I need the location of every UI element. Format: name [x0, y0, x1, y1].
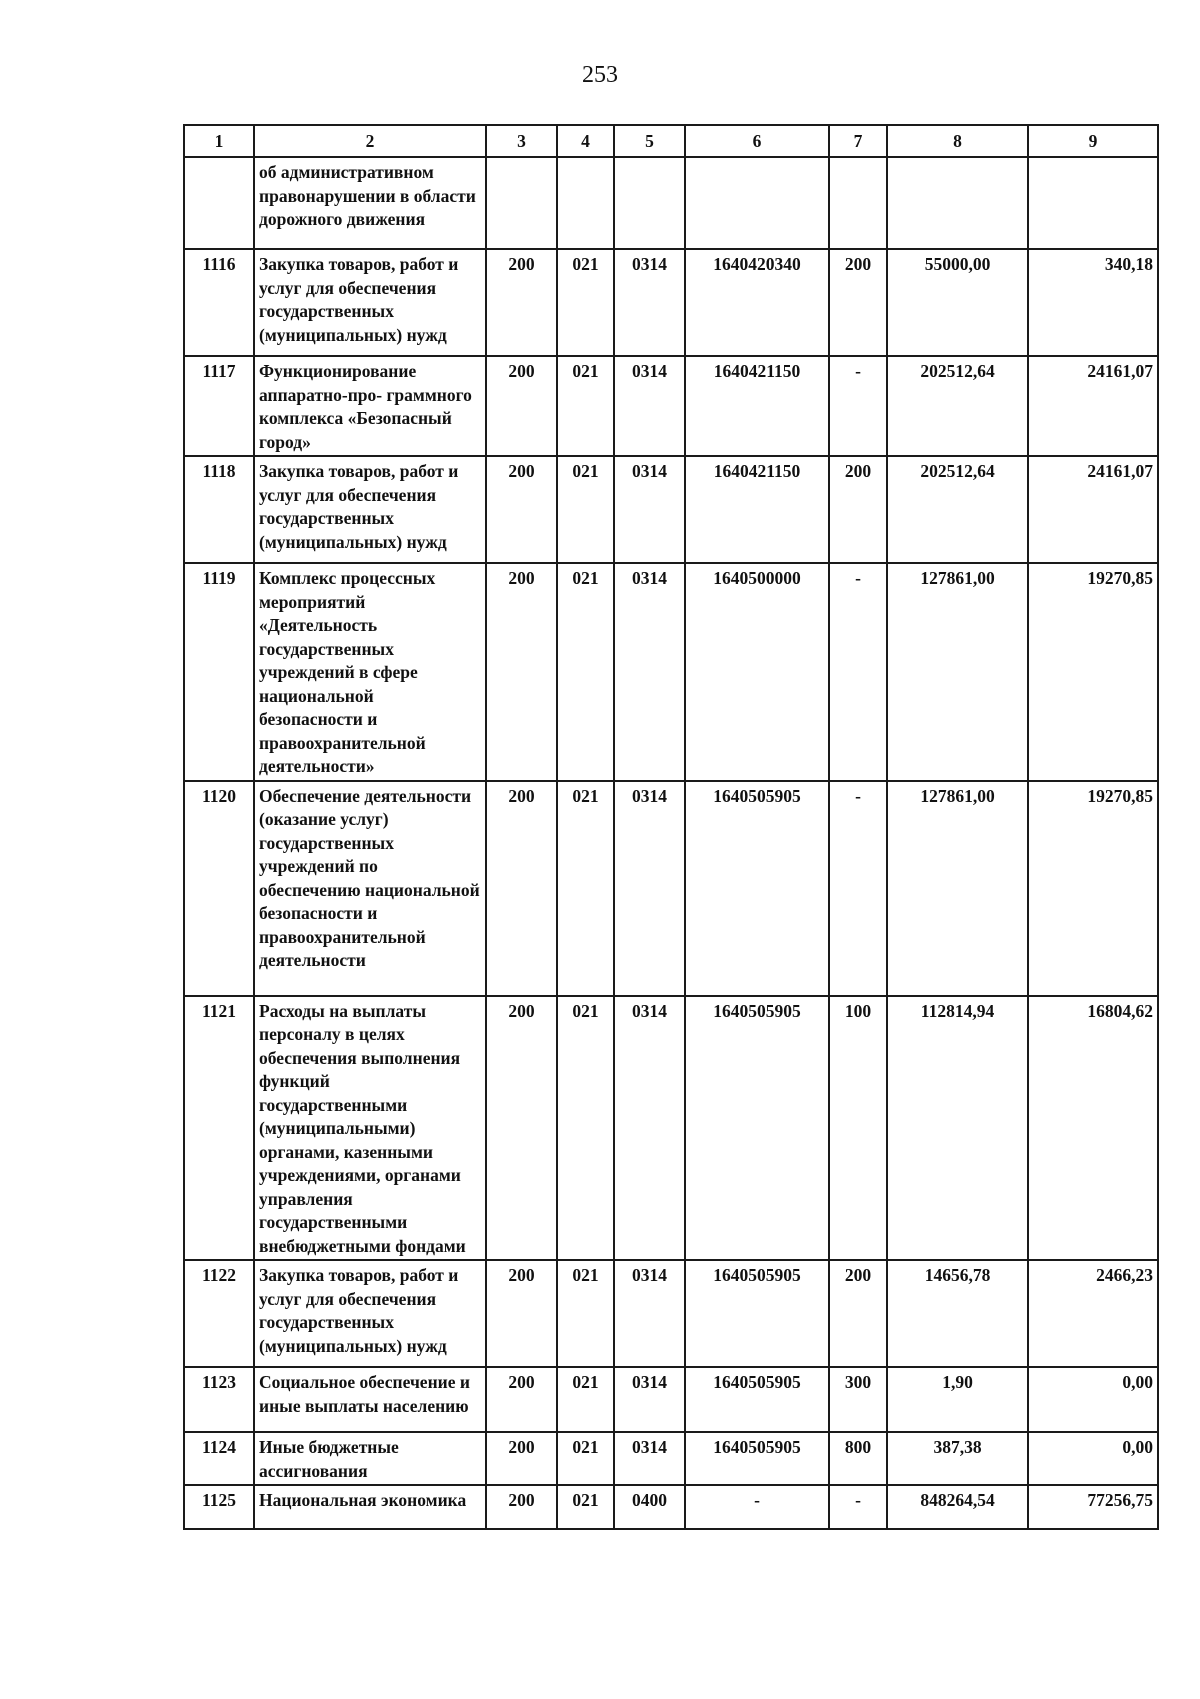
table-header	[184, 125, 1158, 157]
col-6-cell: 1640505905	[685, 1432, 829, 1485]
col-3-cell: 200	[486, 356, 557, 456]
header-col-2: 2	[254, 125, 486, 157]
col-4-cell: 021	[557, 781, 614, 996]
col-8-cell: 848264,54	[887, 1485, 1028, 1529]
col-4-cell: 021	[557, 456, 614, 563]
col-4-cell: 021	[557, 1260, 614, 1367]
col-5-cell	[614, 157, 685, 249]
col-6-cell: 1640505905	[685, 1367, 829, 1432]
table-row	[184, 781, 1158, 996]
item-name-cell: Социальное обеспечение и иные выплаты населению	[254, 1367, 486, 1432]
col-8-cell: 127861,00	[887, 563, 1028, 781]
table-row	[184, 157, 1158, 249]
col-5-cell: 0314	[614, 456, 685, 563]
col-7-cell	[829, 157, 887, 249]
row-number-cell: 1125	[184, 1485, 254, 1529]
col-6-cell: 1640505905	[685, 996, 829, 1261]
header-col-6: 6	[685, 125, 829, 157]
table-row	[184, 1432, 1158, 1485]
col-8-cell: 202512,64	[887, 356, 1028, 456]
col-3-cell: 200	[486, 1432, 557, 1485]
col-4-cell: 021	[557, 1432, 614, 1485]
col-9-cell: 340,18	[1028, 249, 1158, 356]
row-number-cell: 1121	[184, 996, 254, 1261]
item-name-cell: Национальная экономика	[254, 1485, 486, 1529]
header-col-8: 8	[887, 125, 1028, 157]
col-7-cell: -	[829, 1485, 887, 1529]
col-9-cell: 24161,07	[1028, 356, 1158, 456]
table-row	[184, 456, 1158, 563]
col-3-cell: 200	[486, 1260, 557, 1367]
row-number-cell: 1120	[184, 781, 254, 996]
header-col-1: 1	[184, 125, 254, 157]
table-row	[184, 1367, 1158, 1432]
col-8-cell: 112814,94	[887, 996, 1028, 1261]
col-4-cell: 021	[557, 1367, 614, 1432]
col-3-cell: 200	[486, 996, 557, 1261]
header-col-9: 9	[1028, 125, 1158, 157]
col-7-cell: 200	[829, 456, 887, 563]
col-5-cell: 0314	[614, 356, 685, 456]
col-8-cell: 55000,00	[887, 249, 1028, 356]
row-number-cell: 1117	[184, 356, 254, 456]
col-6-cell: -	[685, 1485, 829, 1529]
item-name-cell: Закупка товаров, работ и услуг для обеспечения государственных (муниципальных) нужд	[254, 456, 486, 563]
col-3-cell: 200	[486, 249, 557, 356]
col-5-cell: 0314	[614, 1367, 685, 1432]
col-3-cell	[486, 157, 557, 249]
col-9-cell: 0,00	[1028, 1432, 1158, 1485]
col-6-cell: 1640505905	[685, 1260, 829, 1367]
col-7-cell: 800	[829, 1432, 887, 1485]
col-7-cell: 100	[829, 996, 887, 1261]
table-row	[184, 356, 1158, 456]
col-5-cell: 0314	[614, 996, 685, 1261]
col-9-cell	[1028, 157, 1158, 249]
col-4-cell	[557, 157, 614, 249]
col-3-cell: 200	[486, 1367, 557, 1432]
col-8-cell: 1,90	[887, 1367, 1028, 1432]
col-7-cell: -	[829, 356, 887, 456]
item-name-cell: Иные бюджетные ассигнования	[254, 1432, 486, 1485]
item-name-cell: об административном правонарушении в области дорожного движения	[254, 157, 486, 249]
col-4-cell: 021	[557, 1485, 614, 1529]
header-col-7: 7	[829, 125, 887, 157]
col-8-cell: 202512,64	[887, 456, 1028, 563]
item-name-cell: Закупка товаров, работ и услуг для обеспечения государственных (муниципальных) нужд	[254, 249, 486, 356]
header-col-5: 5	[614, 125, 685, 157]
item-name-cell: Обеспечение деятельности (оказание услуг) государственных учреждений по обеспечению национальной безопасности и правоохранительной деятельности	[254, 781, 486, 996]
row-number-cell	[184, 157, 254, 249]
row-number-cell: 1123	[184, 1367, 254, 1432]
col-5-cell: 0314	[614, 781, 685, 996]
col-9-cell: 2466,23	[1028, 1260, 1158, 1367]
col-4-cell: 021	[557, 996, 614, 1261]
col-9-cell: 0,00	[1028, 1367, 1158, 1432]
col-7-cell: 300	[829, 1367, 887, 1432]
col-3-cell: 200	[486, 563, 557, 781]
col-3-cell: 200	[486, 1485, 557, 1529]
table-row	[184, 1485, 1158, 1529]
col-6-cell: 1640500000	[685, 563, 829, 781]
table-row	[184, 996, 1158, 1261]
col-5-cell: 0314	[614, 1260, 685, 1367]
col-6-cell: 1640505905	[685, 781, 829, 996]
col-9-cell: 24161,07	[1028, 456, 1158, 563]
item-name-cell: Закупка товаров, работ и услуг для обеспечения государственных (муниципальных) нужд	[254, 1260, 486, 1367]
col-5-cell: 0314	[614, 249, 685, 356]
col-9-cell: 19270,85	[1028, 563, 1158, 781]
row-number-cell: 1119	[184, 563, 254, 781]
col-5-cell: 0314	[614, 563, 685, 781]
table-row	[184, 249, 1158, 356]
page-number: 253	[582, 62, 618, 88]
col-3-cell: 200	[486, 456, 557, 563]
item-name-cell: Функционирование аппаратно-про- граммного комплекса «Безопасный город»	[254, 356, 486, 456]
col-6-cell: 1640420340	[685, 249, 829, 356]
col-9-cell: 16804,62	[1028, 996, 1158, 1261]
col-7-cell: 200	[829, 249, 887, 356]
row-number-cell: 1124	[184, 1432, 254, 1485]
col-5-cell: 0314	[614, 1432, 685, 1485]
col-8-cell: 14656,78	[887, 1260, 1028, 1367]
col-6-cell	[685, 157, 829, 249]
table-row	[184, 1260, 1158, 1367]
col-8-cell: 127861,00	[887, 781, 1028, 996]
item-name-cell: Расходы на выплаты персоналу в целях обеспечения выполнения функций государственными (муниципальными) органами, казенными учреждениями, органами управления государственными внебюджетными фондами	[254, 996, 486, 1261]
col-4-cell: 021	[557, 563, 614, 781]
col-4-cell: 021	[557, 356, 614, 456]
col-3-cell: 200	[486, 781, 557, 996]
row-number-cell: 1122	[184, 1260, 254, 1367]
header-row	[184, 125, 1158, 157]
item-name-cell: Комплекс процессных мероприятий «Деятельность государственных учреждений в сфере национальной безопасности и правоохранительной деятельности»	[254, 563, 486, 781]
row-number-cell: 1118	[184, 456, 254, 563]
col-8-cell	[887, 157, 1028, 249]
col-9-cell: 77256,75	[1028, 1485, 1158, 1529]
header-col-4: 4	[557, 125, 614, 157]
table-row	[184, 563, 1158, 781]
header-col-3: 3	[486, 125, 557, 157]
col-7-cell: -	[829, 563, 887, 781]
col-7-cell: 200	[829, 1260, 887, 1367]
row-number-cell: 1116	[184, 249, 254, 356]
budget-table	[183, 124, 1159, 1530]
col-9-cell: 19270,85	[1028, 781, 1158, 996]
col-5-cell: 0400	[614, 1485, 685, 1529]
col-7-cell: -	[829, 781, 887, 996]
table-body	[184, 157, 1158, 1529]
col-4-cell: 021	[557, 249, 614, 356]
col-6-cell: 1640421150	[685, 356, 829, 456]
col-6-cell: 1640421150	[685, 456, 829, 563]
col-8-cell: 387,38	[887, 1432, 1028, 1485]
